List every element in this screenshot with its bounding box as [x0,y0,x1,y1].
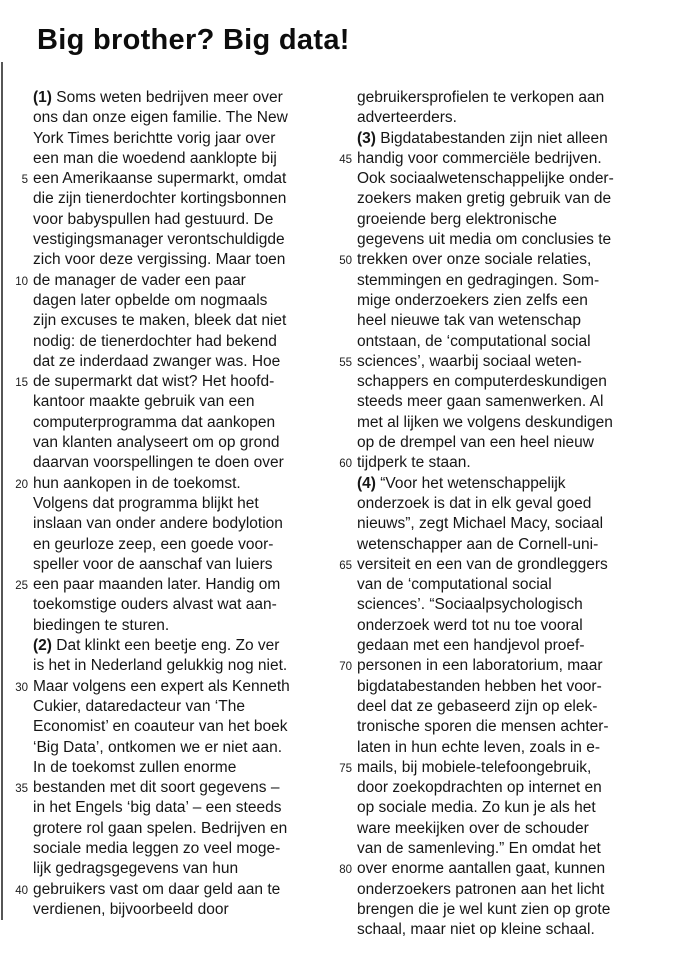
text-line [324,413,672,433]
text-line [0,575,336,595]
text-line [0,352,336,372]
line-text: op sociale media. Zo kun je als het [357,799,596,817]
line-text: Dat klinkt een beetje eng. Zo ver [51,637,280,655]
column-left [0,88,336,920]
line-text: voor babyspullen had gestuurd. De [33,210,274,228]
line-text: van de ‘computational social [357,576,552,594]
text-line [324,169,672,189]
line-text: onderzoek is dat in elk geval goed [357,494,592,512]
line-text: tijdperk te staan. [357,454,471,472]
text-line [0,189,336,209]
line-text: verdienen, bijvoorbeeld door [33,900,229,918]
text-line [324,819,672,839]
text-line [324,149,672,169]
text-line [0,230,336,250]
line-number: 60 [339,458,352,471]
text-line [324,880,672,900]
text-line [0,88,336,108]
paragraph-marker: (2) [33,637,52,655]
line-text: toekomstige ouders alvast wat aan- [33,596,277,614]
line-text: zijn excuses te maken, bleek dat niet [33,312,287,330]
line-text: een paar maanden later. Handig om [33,576,281,594]
line-text: brengen die je wel kunt zien op grote [357,900,611,918]
line-text: op de drempel van een heel nieuw [357,434,594,452]
text-line [324,514,672,534]
text-line [324,311,672,331]
line-number: 75 [339,762,352,775]
line-number: 55 [339,356,352,369]
text-line [0,656,336,676]
line-text: laten in hun echte leven, zoals in e- [357,738,600,756]
text-line [0,758,336,778]
text-line [324,392,672,412]
text-line [0,616,336,636]
line-text: door zoekopdrachten op internet en [357,779,602,797]
text-line [0,859,336,879]
line-number: 70 [339,661,352,674]
line-text: onderzoekers patronen aan het licht [357,880,605,898]
text-line [324,433,672,453]
line-text: mige onderzoekers zien zelfs een [357,291,588,309]
line-text: Ook sociaalwetenschappelijke onder- [357,170,614,188]
line-number: 30 [15,681,28,694]
text-line [0,210,336,230]
text-line [324,453,672,473]
text-line [324,798,672,818]
line-text: Economist’ en coauteur van het boek [33,718,288,736]
text-line [324,595,672,615]
line-number: 45 [339,153,352,166]
line-text: computerprogramma dat aankopen [33,413,276,431]
line-text: is het in Nederland gelukkig nog niet. [33,657,288,675]
text-line [0,738,336,758]
text-line [324,474,672,494]
line-text: een Amerikaanse supermarkt, omdat [33,170,287,188]
line-number: 35 [15,783,28,796]
line-text: met al lijken we volgens deskundigen [357,413,613,431]
line-number: 65 [339,559,352,572]
line-text: steeds meer gaan samenwerken. Al [357,393,604,411]
text-line [0,636,336,656]
text-line [324,738,672,758]
text-line [0,677,336,697]
line-text: handig voor commerciële bedrijven. [357,149,602,167]
text-line [0,514,336,534]
line-text: dagen later opbelde om nogmaals [33,291,268,309]
line-text: gebruikersprofielen te verkopen aan [357,89,605,106]
line-text: heel nieuwe tak van wetenschap [357,312,582,330]
line-text: nodig: de tienerdochter had bekend [33,332,277,350]
text-line [324,717,672,737]
line-text: bigdatabestanden hebben het voor- [357,677,602,695]
line-text: speller voor de aanschaf van luiers [33,555,273,573]
text-line [0,332,336,352]
text-line [324,778,672,798]
line-text: hun aankopen in de toekomst. [33,474,241,492]
text-line [0,839,336,859]
line-text: onderzoek werd tot nu toe vooral [357,616,583,634]
line-text: Bigdatabestanden zijn niet alleen [375,129,608,147]
line-text: de supermarkt dat wist? Het hoofd- [33,373,275,391]
line-text: zich voor deze vergissing. Maar toen [33,251,286,269]
text-line [0,798,336,818]
text-line [324,677,672,697]
line-number: 5 [21,174,28,187]
text-line [324,372,672,392]
line-text: in het Engels ‘big data’ – een steeds [33,799,282,817]
line-number: 10 [15,275,28,288]
text-line [324,575,672,595]
line-text: York Times berichtte vorig jaar over [33,129,276,147]
text-line [324,616,672,636]
line-text: Cukier, dataredacteur van ‘The [33,697,245,715]
line-text: de manager de vader een paar [33,271,246,289]
paragraph-marker: (1) [33,89,52,106]
line-text: zoekers maken gretig gebruik van de [357,190,612,208]
text-line [0,433,336,453]
line-text: schappers en computerdeskundigen [357,373,607,391]
text-line [324,636,672,656]
paragraph-marker: (3) [357,129,376,147]
line-text: sciences’. “Sociaalpsychologisch [357,596,583,614]
line-number: 50 [339,255,352,268]
line-text: versiteit en een van de grondleggers [357,555,608,573]
text-line [0,880,336,900]
text-line [324,332,672,352]
line-number: 80 [339,864,352,877]
text-line [0,819,336,839]
line-text: ontstaan, de ‘computational social [357,332,591,350]
text-line [324,210,672,230]
line-number: 20 [15,478,28,491]
paragraph-marker: (4) [357,474,376,492]
line-text: die zijn tienerdochter kortingsbonnen [33,190,287,208]
line-text: tronische sporen die mensen achter- [357,718,609,736]
line-text: lijk gedragsgegevens van hun [33,860,239,878]
line-number: 40 [15,884,28,897]
text-line [0,250,336,270]
line-text: Soms weten bedrijven meer over [51,89,283,106]
text-line [0,372,336,392]
text-line [324,920,672,940]
text-line [0,311,336,331]
text-line [0,392,336,412]
text-line [0,697,336,717]
line-text: en geurloze zeep, een goede voor- [33,535,274,553]
text-line [324,291,672,311]
line-text: grotere rol gaan spelen. Bedrijven en [33,819,288,837]
text-line [0,555,336,575]
line-text: een man die woedend aanklopte bij [33,149,277,167]
text-line [0,494,336,514]
text-line [324,352,672,372]
line-number: 15 [15,377,28,390]
text-line [324,230,672,250]
line-text: daarvan voorspellingen te doen over [33,454,284,472]
line-text: “Voor het wetenschappelijk [375,474,566,492]
text-line [0,717,336,737]
text-line [0,129,336,149]
text-line [324,129,672,149]
line-text: over enorme aantallen gaat, kunnen [357,860,606,878]
text-line [0,271,336,291]
line-text: inslaan van onder andere bodylotion [33,515,283,533]
line-text: In de toekomst zullen enorme [33,758,237,776]
text-line [0,149,336,169]
line-text: adverteerders. [357,109,457,127]
column-right [324,88,672,940]
line-text: gebruikers vast om daar geld aan te [33,880,281,898]
text-line [324,697,672,717]
text-line [0,474,336,494]
text-line [0,900,336,920]
line-text: van de samenleving.” En omdat het [357,839,601,857]
line-text: dat ze inderdaad zwanger was. Hoe [33,352,281,370]
text-line [324,900,672,920]
text-line [324,108,672,128]
line-text: ‘Big Data’, ontkomen we er niet aan. [33,738,282,756]
text-line [324,839,672,859]
line-text: mails, bij mobiele-telefoongebruik, [357,758,592,776]
text-line [324,758,672,778]
line-text: trekken over onze sociale relaties, [357,251,592,269]
text-line [324,494,672,514]
text-line [324,535,672,555]
line-text: sociale media leggen zo veel moge- [33,839,281,857]
text-line [324,555,672,575]
line-text: nieuws”, zegt Michael Macy, sociaal [357,515,604,533]
line-text: sciences’, waarbij sociaal weten- [357,352,582,370]
text-line [0,453,336,473]
line-text: van klanten analyseert om op grond [33,434,280,452]
line-text: stemmingen en gedragingen. Som- [357,271,600,289]
line-text: groeiende berg elektronische [357,210,557,228]
line-text: biedingen te sturen. [33,616,170,634]
article-title: Big brother? Big data! [37,24,350,56]
text-line [0,595,336,615]
text-line [324,656,672,676]
line-text: deel dat ze gebaseerd zijn op elek- [357,697,598,715]
text-line [324,859,672,879]
text-line [0,108,336,128]
line-text: wetenschapper aan de Cornell-uni- [357,535,599,553]
line-text: ons dan onze eigen familie. The New [33,109,288,127]
line-text: Volgens dat programma blijkt het [33,494,259,512]
line-text: vestigingsmanager verontschuldigde [33,231,285,249]
line-number: 25 [15,580,28,593]
text-line [0,535,336,555]
text-line [324,189,672,209]
line-text: gedaan met een handjevol proef- [357,637,585,655]
line-text: Maar volgens een expert als Kenneth [33,677,290,695]
text-line [0,778,336,798]
line-text: kantoor maakte gebruik van een [33,393,255,411]
line-text: gegevens uit media om conclusies te [357,231,612,249]
line-text: personen in een laboratorium, maar [357,657,603,675]
line-text: bestanden met dit soort gegevens – [33,779,280,797]
text-line [0,413,336,433]
text-line [0,291,336,311]
text-line [0,169,336,189]
line-text: ware meekijken over de schouder [357,819,589,837]
text-line [324,88,672,108]
text-line [324,271,672,291]
line-text: schaal, maar niet op kleine schaal. [357,921,595,939]
text-line [324,250,672,270]
